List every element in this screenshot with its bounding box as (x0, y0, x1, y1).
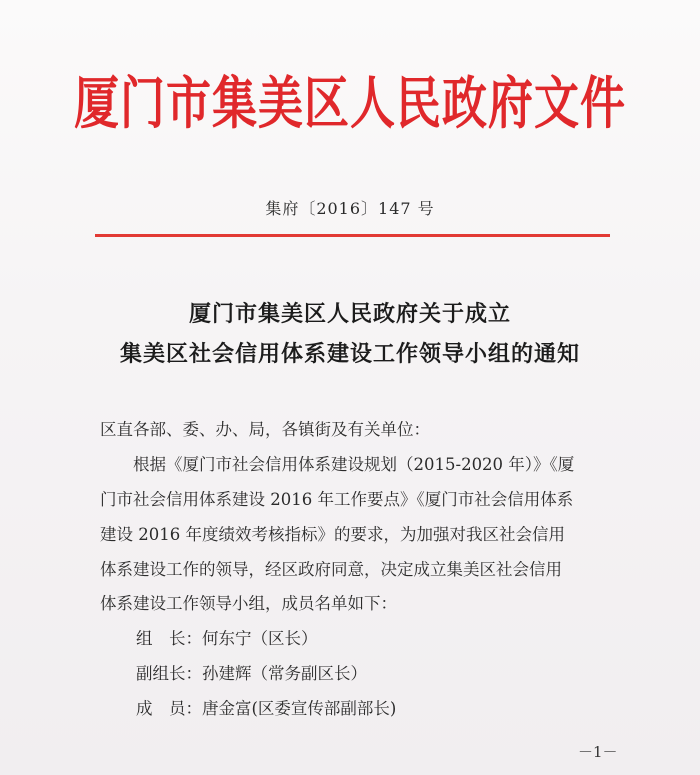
paragraph-line: 门市社会信用体系建设 2016 年工作要点》《厦门市社会信用体系 (100, 490, 574, 509)
paragraph-line: 体系建设工作领导小组，成员名单如下： (100, 594, 397, 613)
paragraph-line: 根据《厦门市社会信用体系建设规划（2015-2020 年）》《厦 (133, 455, 575, 474)
notice-title-line-2: 集美区社会信用体系建设工作领导小组的通知 (119, 341, 580, 367)
page-number: －1－ (578, 743, 618, 761)
salutation: 区直各部、委、办、局，各镇街及有关单位： (100, 420, 430, 439)
document-header-title: 厦门市集美区人民政府文件 (73, 70, 626, 137)
member-deputy-leader: 副组长：孙建辉（常务副区长） (136, 664, 367, 683)
paragraph-line: 建设 2016 年度绩效考核指标》的要求，为加强对我区社会信用 (100, 525, 565, 544)
red-divider-rule (95, 234, 610, 237)
paragraph-line: 体系建设工作的领导，经区政府同意，决定成立集美区社会信用 (100, 560, 562, 579)
member-leader: 组 长：何东宁（区长） (136, 629, 318, 648)
notice-title-line-1: 厦门市集美区人民政府关于成立 (188, 301, 511, 327)
member-members: 成 员：唐金富(区委宣传部副部长) (136, 699, 397, 718)
document-number: 集府〔2016〕147 号 (265, 199, 435, 218)
